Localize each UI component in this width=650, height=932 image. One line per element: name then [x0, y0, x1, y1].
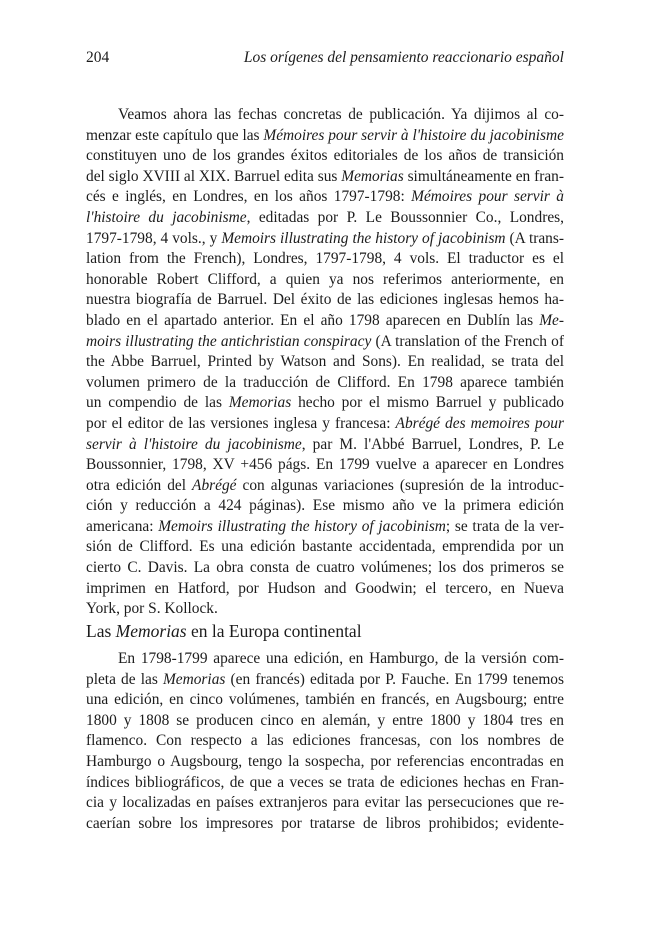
text-run: cia y localizadas en países extranjeros para evitar las persecuciones que re-	[86, 794, 564, 812]
text-line	[86, 690, 564, 711]
text-run: imprimen en Hatford, por Hudson and Goodwin; el tercero, en Nueva	[86, 579, 564, 597]
text-run: en la Europa continental	[186, 621, 362, 641]
text-run: ; se trata de la ver-	[445, 517, 564, 535]
text-run: otra edición del	[86, 476, 193, 494]
text-run: ción y reducción a 424 páginas). Ese mismo año ve la primera edición	[86, 497, 564, 515]
text-run: un compendio de las	[86, 394, 229, 412]
text-line	[86, 414, 564, 435]
text-run: índices bibliográficos, de que a veces se trata de ediciones hechas en Fran-	[86, 773, 564, 791]
text-line	[86, 579, 564, 600]
text-run: l'histoire du jacobinisme	[86, 208, 247, 226]
text-line	[86, 731, 564, 752]
page-number: 204	[86, 49, 110, 66]
running-head	[86, 49, 564, 71]
text-line	[86, 105, 564, 126]
text-run: volumen primero de la traducción de Clifford. En 1798 aparece también	[86, 373, 564, 391]
text-line	[86, 435, 564, 456]
text-line	[86, 711, 564, 732]
text-line	[86, 496, 564, 517]
text-line	[86, 352, 564, 373]
text-run: moirs illustrating the antichristian conspiracy	[86, 332, 372, 350]
text-run: pleta de las	[86, 670, 163, 688]
text-line	[86, 537, 564, 558]
text-line	[86, 558, 564, 579]
text-line	[86, 393, 564, 414]
text-run: Memoirs illustrating the history of jacobinism	[221, 229, 506, 247]
text-run: Memorias	[341, 167, 404, 185]
text-run: York, por S. Kollock.	[86, 600, 218, 618]
text-run: En 1798-1799 aparece una edición, en Hamburgo, de la versión com-	[118, 650, 564, 667]
text-run: Memoirs illustrating the history of jacobinism	[158, 517, 446, 535]
text-line	[86, 476, 564, 497]
section-heading	[86, 621, 362, 642]
text-run: cés e inglés, en Londres, en los años 1797-1798:	[86, 188, 412, 206]
text-run: honorable Robert Clifford, a quien ya nos referimos anteriormente, en	[86, 270, 564, 288]
text-line	[86, 332, 564, 353]
text-run: Veamos ahora las fechas concretas de publicación. Ya dijimos al co-	[118, 106, 564, 123]
text-run: Mémoires pour servir à	[411, 188, 564, 206]
text-run: Hamburgo o Augsbourg, tengo la sospecha, por referencias encontradas en	[86, 752, 564, 770]
text-line	[86, 208, 564, 229]
text-run: , editadas por P. Le Boussonnier Co., Londres,	[246, 208, 564, 226]
text-run: Memorias	[115, 621, 187, 641]
text-run: una edición, en cinco volúmenes, también en francés, en Augsbourg; entre	[86, 691, 564, 709]
running-title: Los orígenes del pensamiento reaccionario español	[243, 49, 564, 66]
text-run: flamenco. Con respecto a las ediciones francesas, con los nombres de	[86, 732, 564, 750]
text-line	[86, 752, 564, 773]
text-run: americana:	[86, 517, 159, 535]
text-run: constituyen uno de los grandes éxitos editoriales de los años de transición	[86, 147, 564, 165]
text-line	[86, 455, 564, 476]
text-run: menzar este capítulo que las	[86, 126, 264, 144]
text-run: simultáneamente en fran-	[403, 167, 564, 185]
text-run: (A translation of the French of	[371, 332, 565, 350]
text-line	[86, 649, 564, 670]
text-run: 1797-1798, 4 vols., y	[86, 229, 222, 247]
text-line	[86, 167, 564, 188]
text-line	[86, 773, 564, 794]
paragraph-continental-editions	[86, 649, 564, 834]
text-run: lation from the French), Londres, 1797-1798, 4 vols. El traductor es el	[86, 250, 564, 268]
text-run: con algunas variaciones (supresión de la introduc-	[236, 476, 564, 494]
text-run: blado en el apartado anterior. En el año 1798 aparecen en Dublín las	[86, 311, 540, 329]
text-line	[86, 229, 564, 250]
text-run: Boussonnier, 1798, XV +456 págs. En 1799 vuelve a aparecer en Londres	[86, 456, 564, 474]
text-run: servir à l'histoire du jacobinisme	[86, 435, 302, 453]
text-run: Las	[86, 621, 116, 641]
text-line	[86, 599, 564, 620]
text-line	[86, 814, 564, 835]
text-run: Mémoires pour servir à l'histoire du jacobinisme	[263, 126, 564, 144]
text-line	[86, 290, 564, 311]
text-line	[86, 670, 564, 691]
text-run: sión de Clifford. Es una edición bastante accidentada, emprendida por un	[86, 538, 564, 556]
text-run: nuestra biografía de Barruel. Del éxito de las ediciones inglesas hemos ha-	[86, 291, 564, 309]
text-line	[86, 270, 564, 291]
text-line	[86, 146, 564, 167]
text-line	[86, 793, 564, 814]
text-run: , par M. l'Abbé Barruel, Londres, P. Le	[301, 435, 564, 453]
text-line	[86, 187, 564, 208]
text-line	[86, 373, 564, 394]
text-run: Abrégé	[192, 476, 237, 494]
text-run: the Abbe Barruel, Printed by Watson and Sons). En realidad, se trata del	[86, 353, 564, 371]
text-line	[86, 517, 564, 538]
paragraph-editions	[86, 105, 564, 620]
text-run: (en francés) editada por P. Fauche. En 1799 tenemos	[225, 670, 564, 688]
text-run: Memorias	[162, 670, 226, 688]
text-run: cierto C. Davis. La obra consta de cuatro volúmenes; los dos primeros se	[86, 559, 564, 577]
text-line	[86, 249, 564, 270]
text-run: hecho por el mismo Barruel y publicado	[291, 394, 564, 412]
text-run: por el editor de las versiones inglesa y francesa:	[86, 414, 396, 432]
text-run: Memorias	[228, 394, 292, 412]
text-run: 1800 y 1808 se producen cinco en alemán, y entre 1800 y 1804 tres en	[86, 711, 564, 729]
text-run: Abrégé des memoires pour	[395, 414, 564, 432]
text-line	[86, 311, 564, 332]
text-line	[86, 126, 564, 147]
text-run: caerían sobre los impresores por tratarse de libros prohibidos; evidente-	[86, 814, 564, 832]
text-run: (A trans-	[505, 229, 564, 247]
text-run: Me-	[539, 311, 564, 329]
text-run: del siglo XVIII al XIX. Barruel edita sus	[86, 167, 342, 185]
